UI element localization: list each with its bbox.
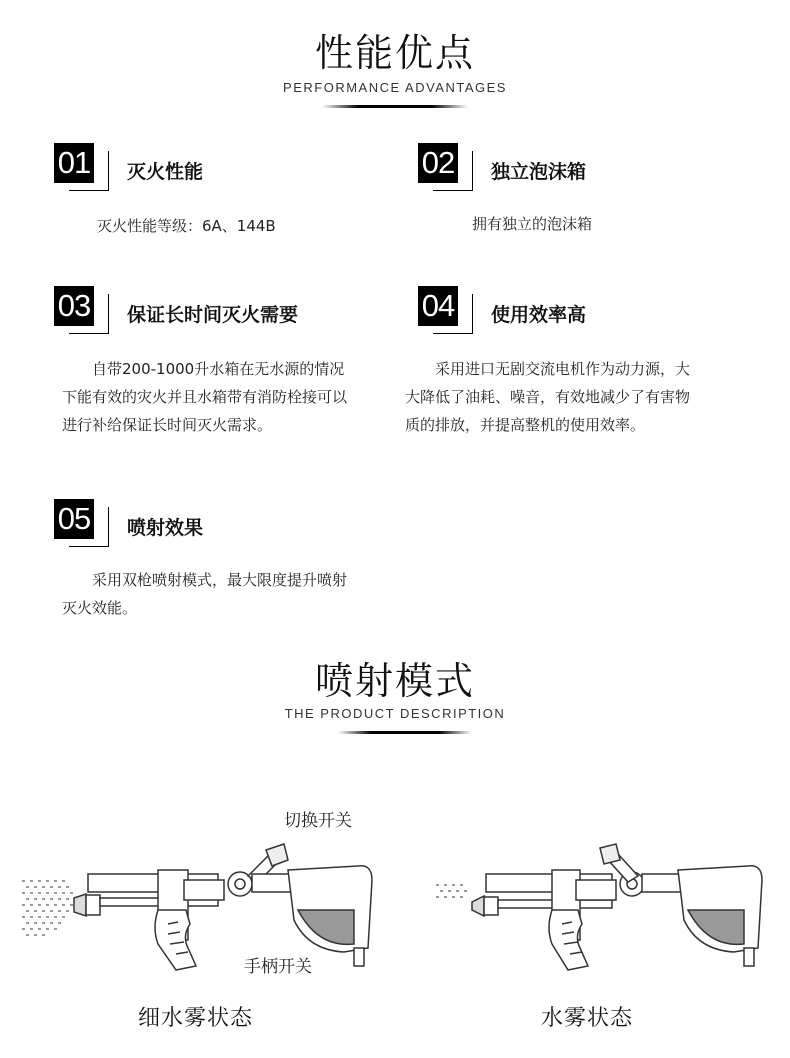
gun-body (472, 844, 762, 970)
feature-title: 灭火性能 (127, 161, 204, 183)
spray-gun-fine-mist (18, 840, 398, 970)
section-subtitle-performance: PERFORMANCE ADVANTAGES (283, 80, 507, 95)
feature-title: 保证长时间灭火需要 (127, 304, 299, 326)
feature-number: 05 (54, 499, 94, 539)
feature-number: 03 (54, 286, 94, 326)
feature-04-text: 采用进口无剧交流电机作为动力源，大大降低了油耗、噪音，有效地减少了有害物质的排放，并提高整机的使用效率。 (405, 360, 691, 434)
caption-fine-mist: 细水雾状态 (138, 1006, 254, 1031)
feature-number: 02 (418, 143, 458, 183)
label-handle: 手柄开关 (244, 957, 312, 977)
section-title-performance: 性能优点 (314, 31, 475, 75)
section-divider (338, 731, 472, 734)
gun-body (74, 844, 372, 970)
caption-water-mist: 水雾状态 (541, 1006, 634, 1031)
feature-03-text: 自带200-1000升水箱在无水源的情况下能有效的灾火并且水箱带有消防栓接可以进行补给保证长时间灭火需求。 (62, 360, 348, 434)
fine-mist-spray (22, 880, 77, 936)
spray-gun-water-mist (432, 840, 790, 970)
feature-title: 独立泡沫箱 (491, 161, 587, 183)
feature-title: 使用效率高 (491, 304, 587, 326)
feature-number: 04 (418, 286, 458, 326)
feature-number: 01 (54, 143, 94, 183)
section-divider (322, 105, 468, 108)
feature-05-text: 采用双枪喷射模式，最大限度提升喷射灭火效能。 (62, 571, 348, 617)
water-mist-spray (436, 884, 467, 898)
feature-title: 喷射效果 (127, 517, 204, 539)
section-subtitle-spray-mode: THE PRODUCT DESCRIPTION (284, 706, 506, 721)
label-switch: 切换开关 (284, 811, 352, 831)
feature-02-text: 拥有独立的泡沫箱 (472, 215, 593, 233)
feature-01-text: 灭火性能等级：6A、144B (97, 217, 276, 235)
section-title-spray-mode: 喷射模式 (314, 659, 475, 703)
